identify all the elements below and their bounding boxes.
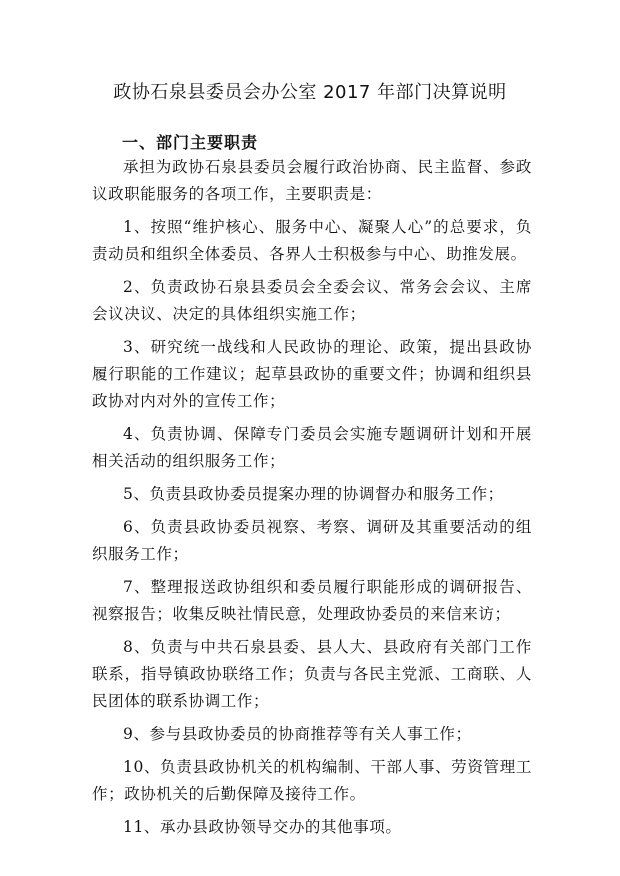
duty-item-5: 5、负责县政协委员提案办理的协调督办和服务工作； xyxy=(123,485,504,503)
duty-item-6: 6、负责县政协委员视察、考察、调研及其重要活动的组织服务工作； xyxy=(92,518,532,563)
duty-item-3: 3、研究统一战线和人民政协的理论、政策，提出县政协履行职能的工作建议；起草县政协的重要文件；协调和组织县政协对内对外的宣传工作； xyxy=(92,338,532,410)
duty-item-4: 4、负责协调、保障专门委员会实施专题调研计划和开展相关活动的组织服务工作； xyxy=(92,425,532,470)
duty-item-7: 7、整理报送政协组织和委员履行职能形成的调研报告、视察报告；收集反映社情民意，处理政协委员的来信来访； xyxy=(92,578,532,623)
duty-item-10: 10、负责县政协机关的机构编制、干部人事、劳资管理工作；政协机关的后勤保障及接待工作。 xyxy=(92,758,532,803)
document-title: 政协石泉县委员会办公室 2017 年部门决算说明 xyxy=(113,82,507,103)
duty-item-8: 8、负责与中共石泉县委、县人大、县政府有关部门工作联系，指导镇政协联络工作；负责与各民主党派、工商联、人民团体的联系协调工作； xyxy=(92,638,532,710)
section-heading: 一、部门主要职责 xyxy=(122,133,259,152)
duty-item-2: 2、负责政协石泉县委员会全委会议、常务会会议、主席会议决议、决定的具体组织实施工作； xyxy=(92,278,532,323)
intro-paragraph: 承担为政协石泉县委员会履行政治协商、民主监督、参政议政职能服务的各项工作，主要职责是： xyxy=(92,158,532,203)
document-body xyxy=(92,154,532,847)
duty-item-1: 1、按照“维护核心、服务中心、凝聚人心”的总要求，负责动员和组织全体委员、各界人士积极参与中心、助推发展。 xyxy=(92,218,532,263)
duty-item-9: 9、参与县政协委员的协商推荐等有关人事工作； xyxy=(123,725,472,743)
duty-item-11: 11、承办县政协领导交办的其他事项。 xyxy=(123,818,402,836)
